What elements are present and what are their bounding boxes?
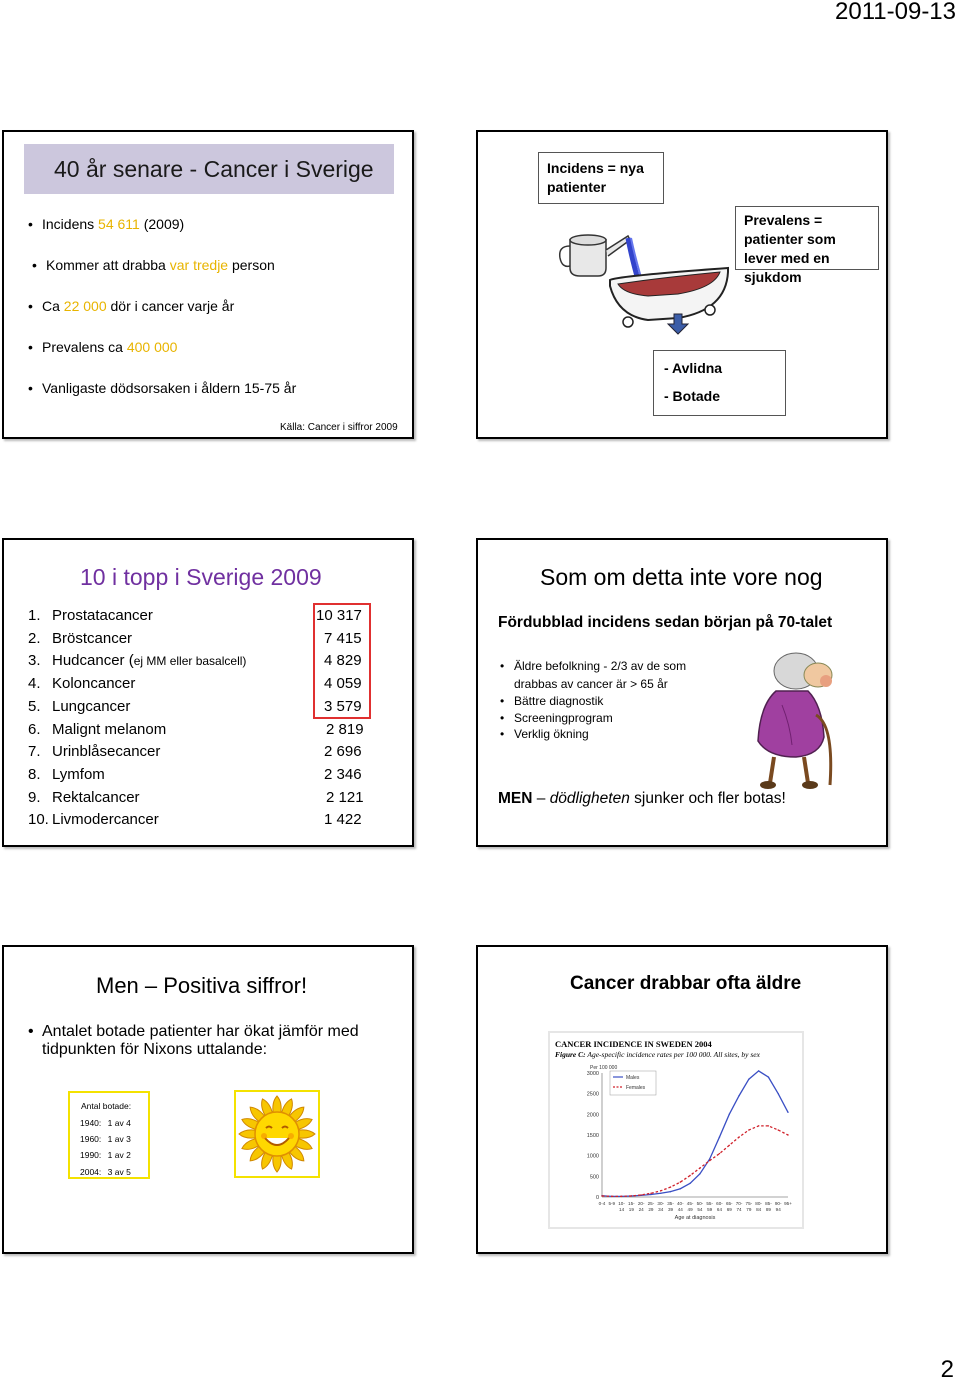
data-point [748,1079,749,1080]
data-point [738,1095,739,1096]
slide-incidens-prevalens [476,130,888,439]
x-tick-label: 95+ [784,1201,792,1206]
men-line: MEN – dödligheten sjunker och fler botas! [498,790,786,807]
top-list-item [28,743,160,760]
top-list-item [28,789,140,806]
x-tick-label-sub: 89 [765,1207,771,1212]
x-tick-label-sub: 69 [726,1207,732,1212]
data-point [787,1112,788,1113]
bullet-item: • Prevalens ca 400 000 [42,339,177,355]
outflow-botade: - Botade [664,388,720,404]
chart-panel [550,1033,802,1227]
x-tick-label-sub: 94 [775,1207,781,1212]
x-tick-label-sub: 59 [707,1207,713,1212]
data-point [660,1190,661,1191]
chart-title: CANCER INCIDENCE IN SWEDEN 2004 [555,1039,712,1049]
item-number: 8. [28,765,41,783]
old-woman-illustration [746,645,848,795]
x-tick-label-sub: 29 [648,1207,654,1212]
item-note: ej MM eller basalcell) [133,654,247,669]
botade-row: 2004: 3 av 5 [80,1167,131,1177]
x-tick-label-sub: 19 [628,1207,634,1212]
top-list-item [28,675,135,692]
y-tick-label: 500 [589,1174,599,1181]
top5-highlight-frame [313,603,371,719]
item-value: 4 829 [324,652,362,670]
x-tick-label: 70- [735,1201,743,1206]
x-tick-label-sub: 24 [638,1207,644,1212]
item-name: Hudcancer ( [52,652,134,670]
outflow-avlidna: - Avlidna [664,360,723,376]
source-note: Källa: Cancer i siffror 2009 [280,422,398,433]
data-point [680,1181,681,1182]
legend-label: Females [626,1085,646,1091]
data-point [601,1195,602,1196]
data-point [670,1186,671,1187]
slide-title: 10 i topp i Sverige 2009 [80,564,322,590]
y-tick-label: 2500 [586,1091,599,1098]
data-point [729,1114,730,1115]
slide-title: 40 år senare - Cancer i Sverige [54,156,374,182]
data-point [670,1191,671,1192]
x-tick-label: 60- [716,1201,723,1206]
item-value: 2 696 [324,743,362,761]
x-tick-label: 5-9 [608,1201,616,1206]
x-tick-label: 85- [765,1201,772,1206]
item-name: Lungcancer [52,697,131,715]
sun-icon [236,1092,318,1176]
data-point [709,1160,710,1161]
legend-label: Males [626,1075,640,1081]
x-tick-label: 20- [637,1201,645,1206]
x-tick-label: 25- [647,1201,655,1206]
data-point [778,1129,779,1130]
botade-row: 1940: 1 av 4 [80,1118,131,1128]
item-number: 2. [28,629,41,647]
incidens-label: Incidens = nya patienter [538,152,664,204]
data-point [699,1167,700,1168]
item-number: 6. [28,720,41,738]
item-value: 3 579 [324,697,362,715]
outflow-box [653,350,786,416]
bullet-item: • Kommer att drabba var tredje person [46,257,275,273]
slide-cancer-drabbar-aldre [476,945,888,1254]
item-name: Rektalcancer [52,788,140,806]
data-point [680,1188,681,1189]
data-point [787,1134,788,1135]
x-tick-label: 75- [745,1201,753,1206]
y-tick-label: 2000 [586,1112,599,1119]
x-tick-label-sub: 74 [736,1207,742,1212]
botade-row: 1960: 1 av 3 [80,1134,131,1144]
antal-botade-box [68,1091,150,1179]
box-title: Antal botade: [81,1101,132,1111]
slide-som-om-detta [476,538,888,847]
x-tick-label: 55- [706,1201,714,1206]
data-point [719,1136,720,1137]
slide-subtitle: Fördubblad incidens sedan början på 70-talet [498,614,833,631]
y-tick-label: 1000 [586,1153,599,1160]
chart-subtitle: Figure C: Age-specific incidence rates per 100 000. All sites, by sex [555,1050,760,1059]
item-number: 3. [28,652,41,670]
data-point [768,1125,769,1126]
item-value: 2 819 [326,720,364,738]
prevalens-label: Prevalens = patienter som lever med en sjukdom [735,206,879,270]
slide-title-box [24,144,394,194]
x-tick-label-sub: 14 [619,1207,625,1212]
slide-title: Som om detta inte vore nog [540,564,823,590]
top-list-item [28,607,153,624]
bullet-item: • Incidens 54 611 (2009) [42,216,184,232]
item-number: 10. [28,811,49,829]
x-tick-label-sub: 84 [756,1207,762,1212]
x-tick-label: 45- [686,1201,694,1206]
data-point [660,1193,661,1194]
data-point [738,1136,739,1137]
item-name: Livmodercancer [52,811,159,829]
data-point [640,1194,641,1195]
x-tick-label-sub: 49 [687,1207,693,1212]
bullet-item: • Screeningprogram [514,711,613,725]
x-tick-label-sub: 79 [746,1207,752,1212]
data-point [689,1183,690,1184]
y-tick-label: 1500 [586,1133,599,1139]
item-number: 1. [28,607,41,624]
x-tick-label-sub: 54 [697,1207,703,1212]
x-tick-label: 80- [755,1201,762,1206]
data-point [758,1070,759,1071]
item-value: 10 317 [316,607,362,624]
x-tick-label: 30- [657,1201,665,1206]
item-number: 7. [28,743,41,761]
watering-can-icon [560,235,630,276]
item-name: Bröstcancer [52,629,133,647]
x-tick-label: 10- [618,1201,625,1206]
x-tick-label: 65- [725,1201,733,1206]
page-number: 2 [940,1356,954,1383]
y-tick-label: 3000 [586,1071,599,1077]
slide-title: Men – Positiva siffror! [96,973,308,998]
bullet-item: • Antalet botade patienter har ökat jämför med tidpunkten för Nixons uttalande: [42,1023,359,1059]
data-point [768,1076,769,1077]
slide-10-i-topp [2,538,414,847]
x-axis-label: Age at diagnosis [674,1215,716,1221]
data-point [621,1196,622,1197]
bathtub-illustration [558,210,738,335]
item-name: Malignt melanom [52,720,167,738]
item-value: 2 121 [326,788,364,806]
data-point [650,1193,651,1194]
top-list-item [28,630,132,647]
y-axis-label: Per 100 000 [590,1065,618,1071]
data-point [748,1129,749,1130]
slide-cancer-sverige [2,130,414,439]
item-value: 1 422 [324,811,362,829]
bullet-item: • Ca 22 000 dör i cancer varje år [42,298,234,314]
series-line [602,1126,788,1196]
x-tick-label-sub: 64 [716,1207,723,1212]
x-tick-label: 90- [774,1201,782,1206]
data-point [650,1194,651,1195]
bullet-item: • Bättre diagnostik [514,694,603,708]
data-point [611,1196,612,1197]
data-point [699,1173,700,1174]
top-list-item [28,721,166,738]
data-point [758,1125,759,1126]
slide-title: Cancer drabbar ofta äldre [570,973,802,994]
top-list-item [28,766,105,783]
x-tick-label: 0-4 [598,1201,606,1206]
top-list-item [28,652,246,669]
item-value: 4 059 [324,675,362,693]
bullet-item-continued: drabbas av cancer är > 65 år [514,677,668,691]
x-tick-label-sub: 34 [658,1207,664,1212]
botade-row: 1990: 1 av 2 [80,1150,131,1160]
incidence-chart [550,1061,802,1227]
data-point [729,1145,730,1146]
data-point [631,1195,632,1196]
item-value: 2 346 [324,765,362,783]
item-name: Lymfom [52,765,105,783]
x-tick-label: 15- [628,1201,635,1206]
page-date: 2011-09-13 [835,0,956,25]
bullet-item: • Äldre befolkning - 2/3 av de som [514,659,686,673]
sun-frame [234,1090,320,1178]
x-tick-label-sub: 44 [677,1207,683,1212]
x-tick-label-sub: 39 [667,1207,674,1212]
x-tick-label: 50- [696,1201,704,1206]
data-point [778,1093,779,1094]
item-name: Urinblåsecancer [52,743,161,761]
bullet-item: • Verklig ökning [514,727,589,741]
bathtub-icon [610,268,728,327]
top-list-item [28,811,159,828]
data-point [709,1158,710,1159]
y-tick-label: 0 [595,1195,599,1201]
data-point [719,1153,720,1154]
data-point [689,1175,690,1176]
item-number: 9. [28,788,41,806]
item-value: 7 415 [324,629,362,647]
top-list-item [28,698,130,715]
item-name: Prostatacancer [52,607,153,624]
slide-positiva-siffror [2,945,414,1254]
bullet-item: • Vanligaste dödsorsaken i åldern 15-75 år [42,380,296,396]
item-number: 4. [28,675,41,693]
x-tick-label: 40- [676,1201,684,1206]
item-name: Koloncancer [52,675,136,693]
x-tick-label: 35- [667,1201,674,1206]
item-number: 5. [28,697,41,715]
